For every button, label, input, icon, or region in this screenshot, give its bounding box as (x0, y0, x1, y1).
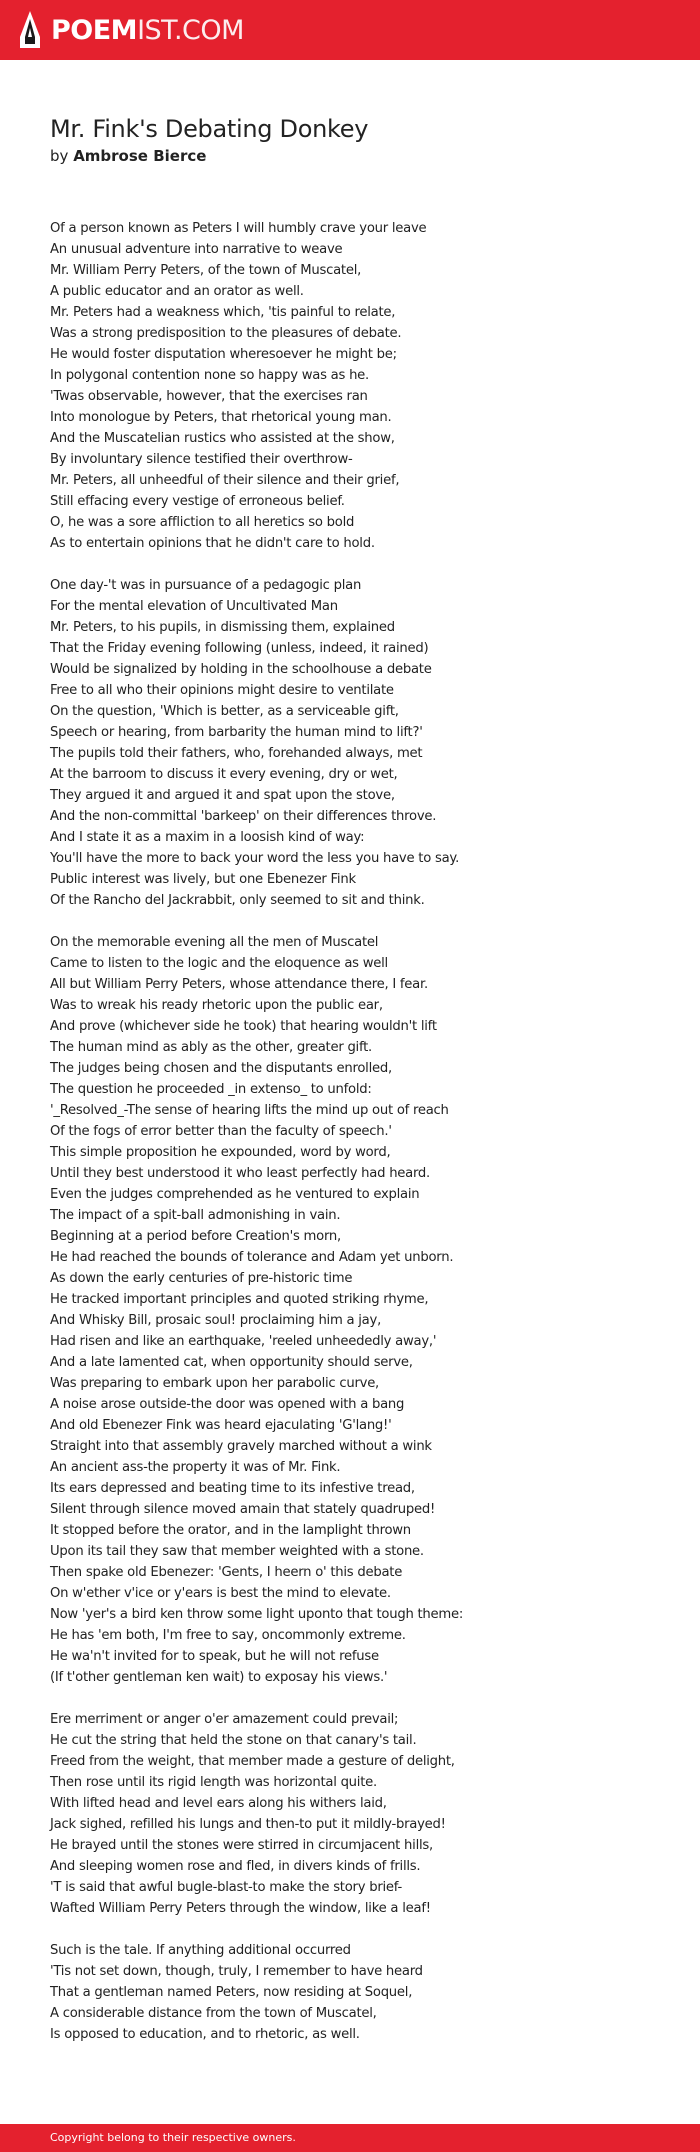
poem-line: Would be signalized by holding in the schoolhouse a debate (50, 662, 432, 677)
poem-line: O, he was a sore affliction to all heretics so bold (50, 515, 355, 530)
poem-line: And I state it as a maxim in a loosish kind of way: (50, 830, 365, 845)
poem-line: Silent through silence moved amain that stately quadruped! (50, 1502, 436, 1517)
poem-line: The impact of a spit-ball admonishing in vain. (50, 1208, 341, 1223)
poem-line: Came to listen to the logic and the eloquence as well (50, 956, 388, 971)
poem-stanza (50, 1709, 680, 1919)
logo-light-part: IST.COM (137, 14, 244, 46)
poem-line: And the Muscatelian rustics who assisted at the show, (50, 431, 395, 446)
poem-line: He cut the string that held the stone on that canary's tail. (50, 1733, 417, 1748)
poem-line: Freed from the weight, that member made a gesture of delight, (50, 1754, 455, 1769)
poem-line: Then spake old Ebenezer: 'Gents, I heern o' this debate (50, 1565, 403, 1580)
poem-line: And a late lamented cat, when opportunity should serve, (50, 1355, 413, 1370)
poem-author[interactable]: Ambrose Bierce (73, 147, 207, 165)
poem-line: Public interest was lively, but one Ebenezer Fink (50, 872, 356, 887)
poem-line: One day-'t was in pursuance of a pedagogic plan (50, 578, 362, 593)
poem-line: An ancient ass-the property it was of Mr. Fink. (50, 1460, 341, 1475)
poem-line: Ere merriment or anger o'er amazement could prevail; (50, 1712, 399, 1727)
poem-line: Upon its tail they saw that member weighted with a stone. (50, 1544, 424, 1559)
poem-line: Its ears depressed and beating time to its infestive tread, (50, 1481, 415, 1496)
poem-line: And old Ebenezer Fink was heard ejaculating 'G'lang!' (50, 1418, 392, 1433)
poem-header (50, 114, 670, 166)
poem-stanza (50, 218, 680, 554)
poem-line: Such is the tale. If anything additional occurred (50, 1943, 351, 1958)
poem-line: This simple proposition he expounded, word by word, (50, 1145, 391, 1160)
poem-line: In polygonal contention none so happy was as he. (50, 368, 369, 383)
logo-bold-part: POEM (51, 14, 138, 46)
poem-line: Straight into that assembly gravely marched without a wink (50, 1439, 432, 1454)
poem-line: It stopped before the orator, and in the lamplight thrown (50, 1523, 411, 1538)
poem-line: As to entertain opinions that he didn't care to hold. (50, 536, 375, 551)
poem-line: He brayed until the stones were stirred in circumjacent hills, (50, 1838, 433, 1853)
poem-line: Beginning at a period before Creation's morn, (50, 1229, 341, 1244)
site-footer (0, 2124, 700, 2152)
poem-line: As down the early centuries of pre-historic time (50, 1271, 353, 1286)
poem-line: Free to all who their opinions might desire to ventilate (50, 683, 394, 698)
logo-wordmark (51, 14, 244, 46)
poem-line: Into monologue by Peters, that rhetorical young man. (50, 410, 392, 425)
poem-line: Wafted William Perry Peters through the window, like a leaf! (50, 1901, 431, 1916)
poem-line: Still effacing every vestige of erroneous belief. (50, 494, 345, 509)
poem-line: With lifted head and level ears along his withers laid, (50, 1796, 387, 1811)
poem-line: Mr. Peters had a weakness which, 'tis painful to relate, (50, 305, 396, 320)
site-header (0, 0, 700, 60)
poem-line: And Whisky Bill, prosaic soul! proclaiming him a jay, (50, 1313, 382, 1328)
poem-line: Speech or hearing, from barbarity the human mind to lift?' (50, 725, 423, 740)
poem-line: The question he proceeded _in extenso_ to unfold: (50, 1082, 372, 1097)
poem-line: '_Resolved_-The sense of hearing lifts the mind up out of reach (50, 1103, 449, 1118)
poem-line: Then rose until its rigid length was horizontal quite. (50, 1775, 377, 1790)
by-label: by (50, 147, 69, 165)
poem-line: Now 'yer's a bird ken throw some light uponto that tough theme: (50, 1607, 464, 1622)
poem-line: Mr. Peters, all unheedful of their silence and their grief, (50, 473, 400, 488)
poem-line: Had risen and like an earthquake, 'reeled unheededly away,' (50, 1334, 437, 1349)
poem-line: For the mental elevation of Uncultivated Man (50, 599, 338, 614)
poem-line: (If t'other gentleman ken wait) to exposay his views.' (50, 1670, 388, 1685)
poem-line: The human mind as ably as the other, greater gift. (50, 1040, 372, 1055)
copyright-notice: Copyright belong to their respective owners. (50, 2131, 296, 2144)
poem-line: Jack sighed, refilled his lungs and then-to put it mildly-brayed! (50, 1817, 446, 1832)
poem-line: Of the Rancho del Jackrabbit, only seemed to sit and think. (50, 893, 425, 908)
poem-line: A noise arose outside-the door was opened with a bang (50, 1397, 405, 1412)
poem-line: Is opposed to education, and to rhetoric, as well. (50, 2027, 360, 2042)
poem-line: All but William Perry Peters, whose attendance there, I fear. (50, 977, 428, 992)
poem-line: Was a strong predisposition to the pleasures of debate. (50, 326, 402, 341)
poem-line: On the memorable evening all the men of Muscatel (50, 935, 379, 950)
poem-stanza (50, 1940, 680, 2045)
poem-line: He had reached the bounds of tolerance and Adam yet unborn. (50, 1250, 454, 1265)
poem-title: Mr. Fink's Debating Donkey (50, 115, 369, 143)
poem-line: And sleeping women rose and fled, in divers kinds of frills. (50, 1859, 421, 1874)
poem-line: On w'ether v'ice or y'ears is best the mind to elevate. (50, 1586, 391, 1601)
poem-line: A considerable distance from the town of Muscatel, (50, 2006, 377, 2021)
poem-line: An unusual adventure into narrative to weave (50, 242, 343, 257)
poem-line: And prove (whichever side he took) that hearing wouldn't lift (50, 1019, 437, 1034)
poem-line: A public educator and an orator as well. (50, 284, 304, 299)
poem-line: 'T is said that awful bugle-blast-to make the story brief- (50, 1880, 402, 1895)
poem-line: Even the judges comprehended as he ventured to explain (50, 1187, 420, 1202)
poem-line: By involuntary silence testified their overthrow- (50, 452, 353, 467)
poem-line: The judges being chosen and the disputants enrolled, (50, 1061, 392, 1076)
poem-line: Was preparing to embark upon her parabolic curve, (50, 1376, 379, 1391)
poem-stanza (50, 575, 680, 911)
pen-nib-icon (18, 10, 42, 50)
poem-line: On the question, 'Which is better, as a serviceable gift, (50, 704, 399, 719)
poem-line: 'Tis not set down, though, truly, I remember to have heard (50, 1964, 423, 1979)
poem-line: That a gentleman named Peters, now residing at Soquel, (50, 1985, 413, 2000)
poem-line: At the barroom to discuss it every evening, dry or wet, (50, 767, 398, 782)
poem-line: The pupils told their fathers, who, forehanded always, met (50, 746, 423, 761)
poem-line: Of a person known as Peters I will humbly crave your leave (50, 221, 427, 236)
poem-line: He wa'n't invited for to speak, but he will not refuse (50, 1649, 379, 1664)
poem-line: And the non-committal 'barkeep' on their differences throve. (50, 809, 437, 824)
poem-line: Until they best understood it who least perfectly had heard. (50, 1166, 430, 1181)
poem-line: He would foster disputation wheresoever he might be; (50, 347, 397, 362)
poem-line: 'Twas observable, however, that the exercises ran (50, 389, 368, 404)
poem-body (50, 218, 680, 2066)
poem-line: He tracked important principles and quoted striking rhyme, (50, 1292, 429, 1307)
site-logo[interactable] (18, 10, 244, 50)
poem-byline (50, 146, 670, 166)
poem-stanza (50, 932, 680, 1688)
poem-line: Of the fogs of error better than the faculty of speech.' (50, 1124, 392, 1139)
poem-line: Mr. William Perry Peters, of the town of Muscatel, (50, 263, 362, 278)
poem-line: You'll have the more to back your word the less you have to say. (50, 851, 460, 866)
poem-line: Mr. Peters, to his pupils, in dismissing them, explained (50, 620, 395, 635)
poem-line: Was to wreak his ready rhetoric upon the public ear, (50, 998, 383, 1013)
poem-line: That the Friday evening following (unless, indeed, it rained) (50, 641, 429, 656)
poem-line: They argued it and argued it and spat upon the stove, (50, 788, 395, 803)
poem-line: He has 'em both, I'm free to say, oncommonly extreme. (50, 1628, 406, 1643)
